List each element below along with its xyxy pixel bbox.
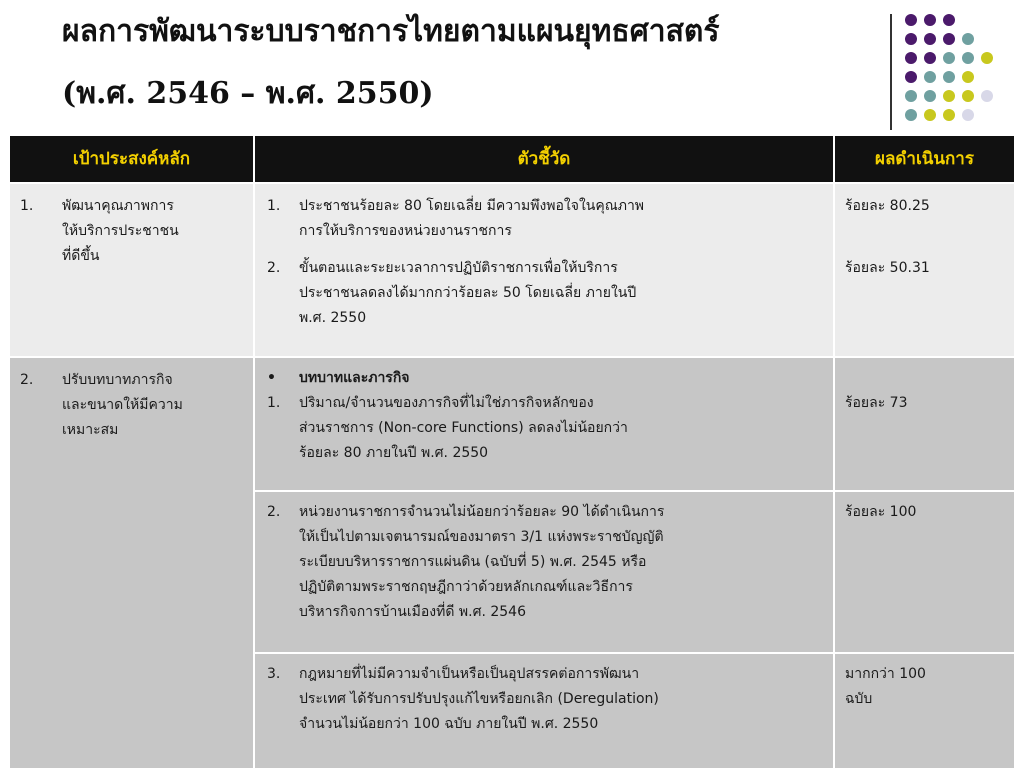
goal-text-2: ปรับบทบาทภารกิจ และขนาดให้มีความ เหมาะสม: [62, 372, 183, 438]
header-goal: เป้าประสงค์หลัก: [10, 136, 253, 182]
logo-dot: [962, 33, 974, 45]
logo-dot: [905, 14, 917, 26]
result-cell-2-2: [835, 492, 1014, 652]
indicator-number: 2.: [267, 504, 281, 520]
indicator-cell-2-3: [255, 654, 833, 768]
indicator-text: กฎหมายที่ไม่มีความจำเป็นหรือเป็นอุปสรรคต่อการพัฒนา ประเทศ ได้รับการปรับปรุงแก้ไขหรือยกเลิก (Deregulation) จำนวนไม่น้อยกว่า 100 ฉบับ ภายในปี พ.ศ. 2550: [299, 666, 659, 732]
logo-dot: [905, 90, 917, 102]
dot-grid-logo: [905, 14, 1015, 124]
result-2-3: มากกว่า 100 ฉบับ: [845, 666, 926, 707]
logo-dot: [924, 14, 936, 26]
indicator-number: 1.: [267, 395, 281, 411]
indicator-text: หน่วยงานราชการจำนวนไม่น้อยกว่าร้อยละ 90 ได้ดำเนินการ ให้เป็นไปตามเจตนารมณ์ของมาตรา 3/1 แห่งพระราชบัญญัติ ระเบียบบริหารราชการแผ่นดิน (ฉบับที่ 5) พ.ศ. 2545 หรือ ปฏิบัติตามพระราชกฤษฎีกาว่าด้วยหลักเกณฑ์และวิธีการ บริหารกิจการบ้านเมืองที่ดี พ.ศ. 2546: [299, 504, 665, 620]
logo-dot: [905, 109, 917, 121]
indicator-text: ขั้นตอนและระยะเวลาการปฏิบัติราชการเพื่อให้บริการ ประชาชนลดลงได้มากกว่าร้อยละ 50 โดยเฉลี่ย ภายในปี พ.ศ. 2550: [299, 260, 637, 326]
slide-subtitle-years: (พ.ศ. 2546 – พ.ศ. 2550): [62, 76, 434, 111]
logo-dot: [924, 33, 936, 45]
slide-title: ผลการพัฒนาระบบราชการไทยตามแผนยุทธศาสตร์: [62, 14, 720, 49]
logo-dot: [943, 33, 955, 45]
logo-dot: [905, 52, 917, 64]
result-cell-2-3: [835, 654, 1014, 768]
indicator-text: ปริมาณ/จำนวนของภารกิจที่ไม่ใช่ภารกิจหลักของ ส่วนราชการ (Non-core Functions) ลดลงไม่น้อยกว่า ร้อยละ 80 ภายในปี พ.ศ. 2550: [299, 395, 628, 461]
indicator-number: 3.: [267, 666, 281, 682]
header-result: ผลดำเนินการ: [835, 136, 1014, 182]
logo-dot: [905, 71, 917, 83]
goal-text-1: พัฒนาคุณภาพการ ให้บริการประชาชน ที่ดีขึ้น: [62, 198, 179, 264]
section-heading-text: บทบาทและภารกิจ: [299, 370, 410, 386]
logo-dot: [981, 52, 993, 64]
bullet-icon: •: [267, 370, 276, 386]
indicator-cell-2-2: [255, 492, 833, 652]
logo-dot: [962, 71, 974, 83]
goal-cell-1: [10, 184, 253, 356]
logo-divider: [890, 14, 892, 130]
logo-dot: [981, 90, 993, 102]
logo-dot: [924, 109, 936, 121]
logo-dot: [943, 90, 955, 102]
logo-dot: [924, 52, 936, 64]
indicator-number: 1.: [267, 198, 281, 214]
logo-dot: [943, 14, 955, 26]
logo-dot: [962, 109, 974, 121]
logo-dot: [943, 71, 955, 83]
result-2-2: ร้อยละ 100: [845, 504, 917, 520]
indicator-cell-2-1: [255, 358, 833, 490]
result-cell-2-1: [835, 358, 1014, 490]
goal-cell-2: [10, 358, 253, 768]
result-2-1: ร้อยละ 73: [845, 395, 908, 411]
indicator-number: 2.: [267, 260, 281, 276]
goal-number-1: 1.: [20, 198, 34, 214]
logo-dot: [924, 71, 936, 83]
result-1-1: ร้อยละ 80.25: [845, 198, 930, 214]
goal-number-2: 2.: [20, 372, 34, 388]
logo-dot: [962, 90, 974, 102]
results-table: [10, 136, 1014, 768]
header-indicator: ตัวชี้วัด: [255, 136, 833, 182]
result-1-2: ร้อยละ 50.31: [845, 260, 930, 276]
logo-dot: [962, 52, 974, 64]
result-cell-1: [835, 184, 1014, 356]
logo-dot: [905, 33, 917, 45]
logo-dot: [943, 52, 955, 64]
indicator-text: ประชาชนร้อยละ 80 โดยเฉลี่ย มีความพึงพอใจในคุณภาพ การให้บริการของหน่วยงานราชการ: [299, 198, 645, 239]
indicator-cell-1: [255, 184, 833, 356]
logo-dot: [943, 109, 955, 121]
logo-dot: [924, 90, 936, 102]
